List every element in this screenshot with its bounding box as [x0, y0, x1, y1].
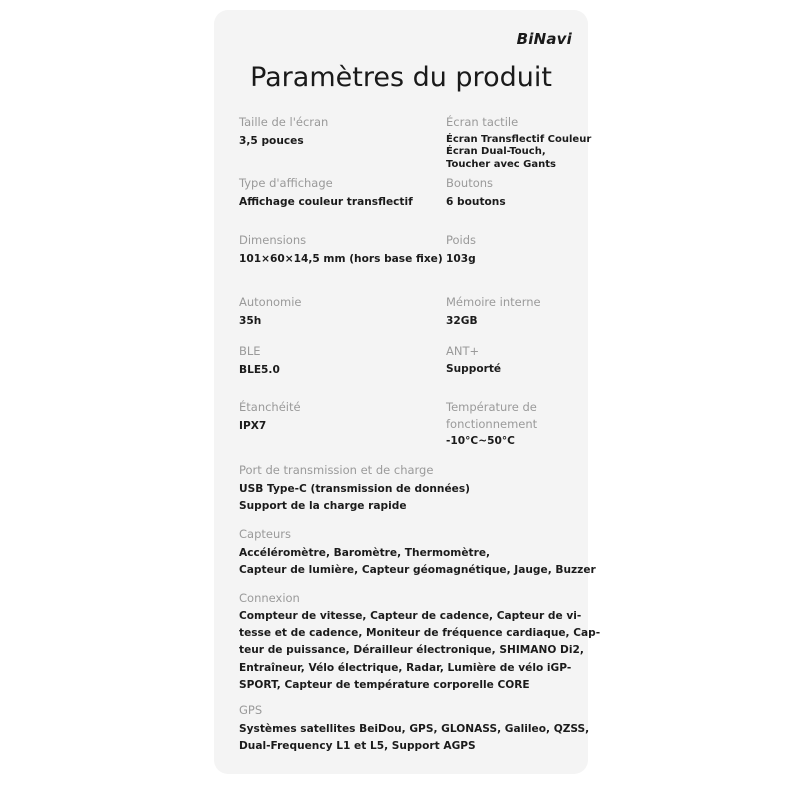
spec-label-weight: Poids: [446, 233, 477, 247]
spec-value-screen-size: 3,5 pouces: [239, 135, 304, 147]
spec-value-ant: Supporté: [446, 363, 502, 375]
spec-value-line: Entraîneur, Vélo électrique, Radar, Lumière de vélo iGP-: [239, 661, 572, 674]
spec-label-ant: ANT+: [446, 344, 480, 358]
spec-value-waterproof: IPX7: [239, 420, 267, 432]
spec-value-battery: 35h: [239, 315, 262, 327]
spec-label-line: fonctionnement: [446, 417, 538, 431]
spec-value-line: Accéléromètre, Baromètre, Thermomètre,: [239, 547, 491, 559]
spec-value-line: tesse et de cadence, Moniteur de fréquence cardiaque, Cap-: [239, 627, 601, 640]
spec-value-line: Écran Dual-Touch,: [446, 146, 546, 158]
spec-value-line: Compteur de vitesse, Capteur de cadence, Capteur de vi-: [239, 610, 582, 622]
spec-value-gps: [239, 721, 589, 755]
spec-value-line: Capteur de lumière, Capteur géomagnétique, Jauge, Buzzer: [239, 564, 596, 577]
spec-value-memory: 32GB: [446, 315, 478, 327]
spec-label-screen-size: Taille de l'écran: [239, 115, 329, 129]
spec-label-display-type: Type d'affichage: [239, 176, 333, 190]
spec-value-line: USB Type-C (transmission de données): [239, 483, 470, 495]
spec-value-sensors: [239, 545, 596, 579]
spec-label-memory: Mémoire interne: [446, 295, 541, 309]
spec-value-line: SPORT, Capteur de température corporelle CORE: [239, 678, 530, 691]
spec-value-ble: BLE5.0: [239, 364, 280, 376]
spec-label-battery: Autonomie: [239, 295, 302, 309]
spec-label-gps: GPS: [239, 703, 263, 717]
product-specs-card: [214, 10, 601, 774]
spec-label-line: Température de: [446, 400, 537, 414]
spec-value-line: Systèmes satellites BeiDou, GPS, GLONASS, Galileo, QZSS,: [239, 723, 590, 735]
spec-value-port: [239, 481, 470, 515]
spec-label-connectivity: Connexion: [239, 591, 300, 605]
spec-value-line: Écran Transflectif Couleur: [446, 134, 592, 145]
spec-value-connectivity: [239, 608, 600, 694]
spec-label-temperature: [446, 399, 537, 433]
spec-value-touchscreen: [446, 134, 591, 171]
spec-value-line: Dual-Frequency L1 et L5, Support AGPS: [239, 740, 476, 753]
spec-value-dimensions: 101×60×14,5 mm (hors base fixe): [239, 253, 443, 265]
spec-value-buttons: 6 boutons: [446, 196, 506, 208]
spec-value-line: Support de la charge rapide: [239, 500, 407, 513]
spec-value-line: Toucher avec Gants: [446, 158, 556, 170]
spec-label-ble: BLE: [239, 344, 261, 358]
page-title: Paramètres du produit: [250, 62, 552, 93]
spec-value-display-type: Affichage couleur transflectif: [239, 196, 413, 208]
brand-logo: BiNavi: [516, 30, 572, 48]
spec-label-touchscreen: Écran tactile: [446, 115, 519, 129]
spec-value-line: teur de puissance, Dérailleur électronique, SHIMANO Di2,: [239, 644, 584, 657]
spec-label-port: Port de transmission et de charge: [239, 463, 434, 477]
spec-label-buttons: Boutons: [446, 176, 494, 190]
spec-label-dimensions: Dimensions: [239, 233, 307, 247]
spec-value-weight: 103g: [446, 253, 476, 265]
spec-value-temperature: -10°C~50°C: [446, 435, 515, 447]
spec-label-waterproof: Étanchéité: [239, 400, 301, 414]
spec-label-sensors: Capteurs: [239, 527, 291, 541]
